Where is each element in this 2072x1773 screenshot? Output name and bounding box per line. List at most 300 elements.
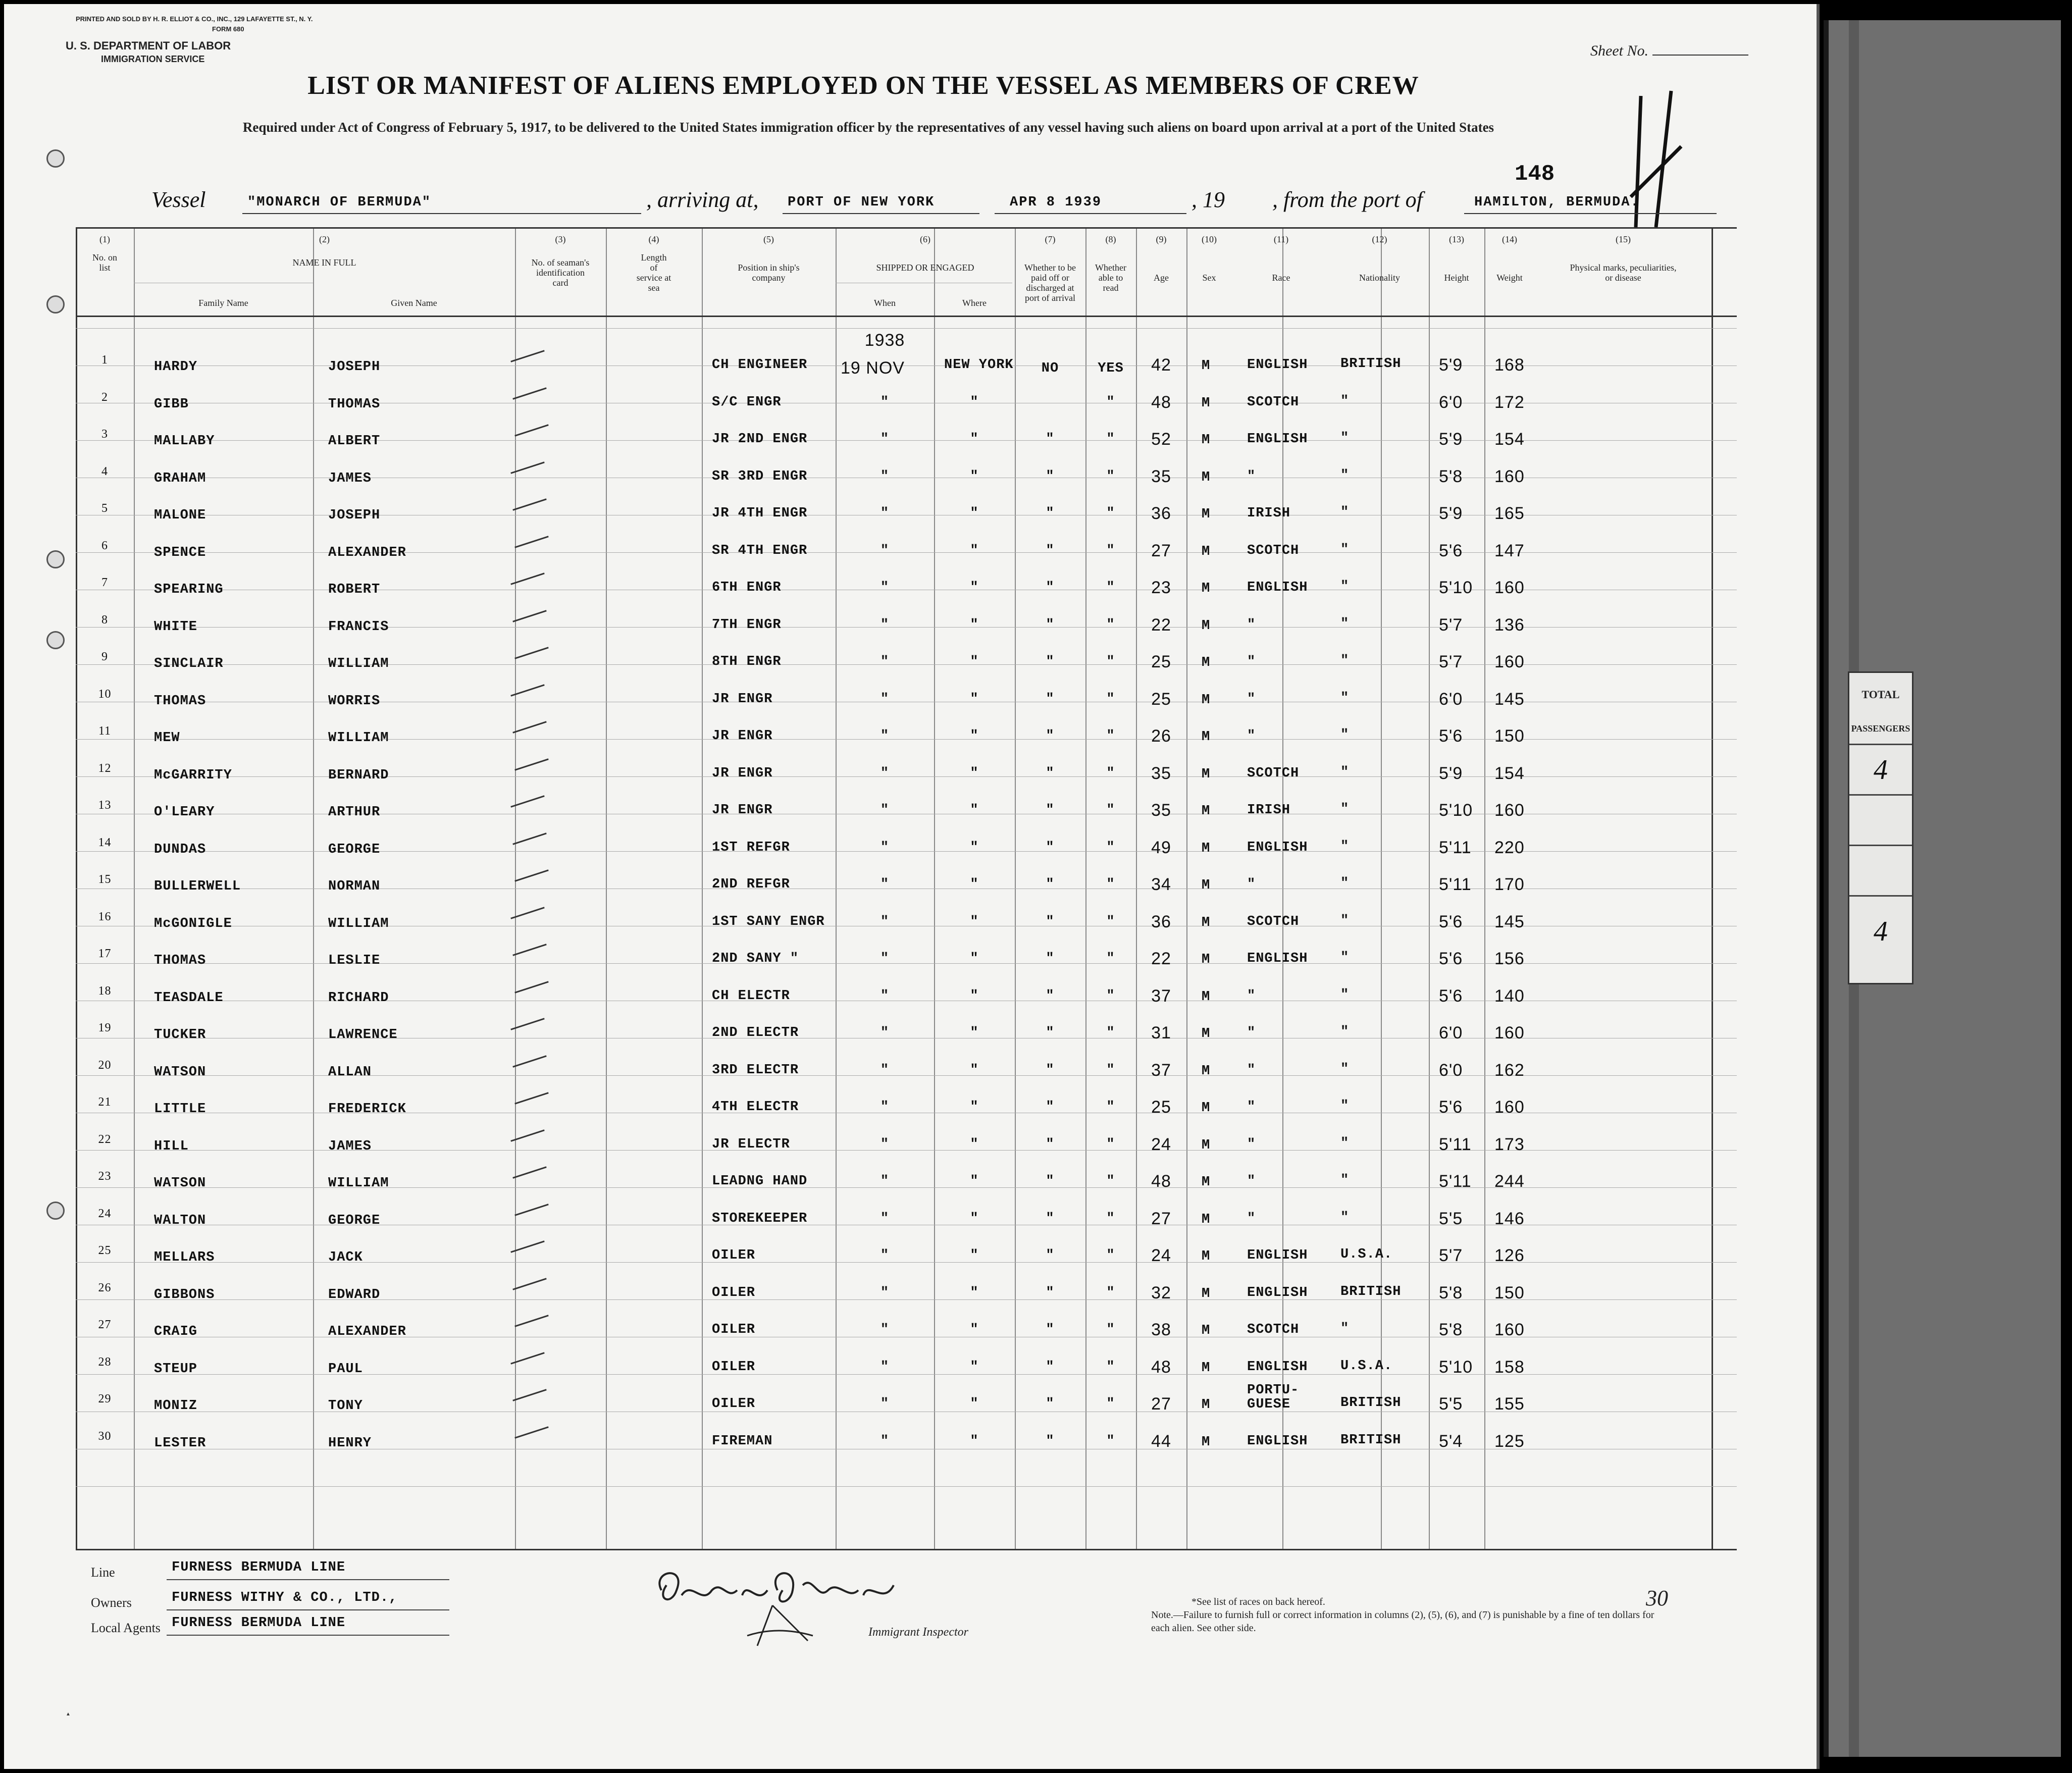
shipped-when: " bbox=[880, 469, 890, 484]
nationality: BRITISH bbox=[1340, 356, 1402, 372]
shipped-where: NEW YORK bbox=[944, 357, 1014, 373]
able-to-read: " bbox=[1106, 1322, 1115, 1337]
age: 27 bbox=[1151, 1394, 1171, 1414]
family-name: MEW bbox=[154, 731, 180, 746]
shipped-when: " bbox=[880, 1100, 890, 1115]
sex: M bbox=[1202, 952, 1211, 967]
row-number: 13 bbox=[98, 799, 112, 812]
height: 5'11 bbox=[1439, 875, 1472, 894]
race: ENGLISH bbox=[1247, 1434, 1308, 1449]
able-to-read: " bbox=[1106, 1248, 1115, 1263]
family-name: TUCKER bbox=[154, 1027, 206, 1042]
height: 5'10 bbox=[1439, 578, 1473, 597]
position: 1ST REFGR bbox=[712, 840, 790, 855]
nationality: " bbox=[1340, 802, 1350, 817]
card-tick-mark bbox=[512, 1166, 547, 1178]
paid-off: " bbox=[1046, 988, 1055, 1004]
position: 2ND REFGR bbox=[712, 877, 790, 892]
race: " bbox=[1247, 469, 1256, 484]
row-number: 29 bbox=[98, 1392, 112, 1405]
able-to-read: " bbox=[1106, 395, 1115, 410]
column-header-given: Given Name bbox=[391, 298, 437, 308]
column-header-height: Height bbox=[1444, 273, 1469, 283]
punch-hole bbox=[46, 295, 65, 314]
sex: M bbox=[1202, 507, 1211, 522]
agents-value: FURNESS BERMUDA LINE bbox=[172, 1615, 346, 1631]
given-name: ALEXANDER bbox=[328, 1324, 406, 1339]
column-number: (1) bbox=[99, 234, 110, 244]
column-number: (7) bbox=[1045, 234, 1056, 244]
row-number: 28 bbox=[98, 1355, 112, 1369]
age: 23 bbox=[1151, 578, 1171, 597]
paid-off: " bbox=[1046, 1322, 1055, 1337]
shipped-where: " bbox=[970, 432, 979, 447]
shipped-when: " bbox=[880, 617, 890, 633]
given-name: WILLIAM bbox=[328, 656, 389, 671]
family-name: BULLERWELL bbox=[154, 879, 241, 894]
card-tick-mark bbox=[514, 758, 549, 770]
column-number: (15) bbox=[1616, 234, 1631, 244]
race: ENGLISH bbox=[1247, 1360, 1308, 1375]
nationality: " bbox=[1340, 765, 1350, 780]
position: 2ND SANY " bbox=[712, 951, 799, 966]
card-tick-mark bbox=[512, 610, 547, 622]
position: 2ND ELECTR bbox=[712, 1025, 799, 1040]
position: OILER bbox=[712, 1360, 756, 1375]
card-tick-mark bbox=[514, 1092, 549, 1104]
row-number: 19 bbox=[98, 1021, 112, 1034]
shipped-where: " bbox=[970, 1434, 979, 1449]
paid-off: " bbox=[1046, 803, 1055, 818]
column-number: (6) bbox=[920, 234, 930, 244]
age: 24 bbox=[1151, 1246, 1171, 1265]
position: LEADNG HAND bbox=[712, 1174, 808, 1189]
race: SCOTCH bbox=[1247, 395, 1300, 410]
given-name: HENRY bbox=[328, 1436, 372, 1451]
shipped-where: " bbox=[970, 692, 979, 707]
given-name: WILLIAM bbox=[328, 916, 389, 931]
height: 5'7 bbox=[1439, 615, 1463, 635]
nationality: U.S.A. bbox=[1340, 1247, 1393, 1262]
card-tick-mark bbox=[512, 498, 547, 510]
weight: 145 bbox=[1494, 690, 1525, 709]
shipped-where: " bbox=[970, 1025, 979, 1040]
paid-off: " bbox=[1046, 1285, 1055, 1300]
row-number: 12 bbox=[98, 762, 112, 775]
race: " bbox=[1247, 877, 1256, 892]
sex: M bbox=[1202, 767, 1211, 782]
passenger-total-top: 4 bbox=[1874, 754, 1888, 786]
able-to-read: " bbox=[1106, 728, 1115, 744]
card-tick-mark bbox=[512, 1389, 547, 1401]
race: " bbox=[1247, 728, 1256, 744]
nationality: " bbox=[1340, 394, 1350, 409]
paid-off: " bbox=[1046, 877, 1055, 892]
shipped-when: " bbox=[880, 728, 890, 744]
sex: M bbox=[1202, 544, 1211, 559]
family-name: GRAHAM bbox=[154, 471, 206, 486]
column-number: (8) bbox=[1105, 234, 1116, 244]
position: CH ELECTR bbox=[712, 988, 790, 1004]
position: JR ENGR bbox=[712, 766, 773, 781]
sex: M bbox=[1202, 618, 1211, 634]
row-number: 9 bbox=[101, 650, 108, 663]
column-number: (9) bbox=[1156, 234, 1167, 244]
shipped-where: " bbox=[970, 1211, 979, 1226]
race: " bbox=[1247, 692, 1256, 707]
page-number-stamp: 148 bbox=[1515, 162, 1555, 187]
nationality: " bbox=[1340, 468, 1350, 483]
row-number: 30 bbox=[98, 1430, 112, 1443]
sex: M bbox=[1202, 581, 1211, 596]
able-to-read: " bbox=[1106, 1434, 1115, 1449]
races-note: *See list of races on back hereof. bbox=[1192, 1596, 1325, 1607]
given-name: ALEXANDER bbox=[328, 545, 406, 560]
shipped-when: " bbox=[880, 1211, 890, 1226]
shipped-when: " bbox=[880, 877, 890, 892]
nationality: " bbox=[1340, 1210, 1350, 1225]
family-name: O'LEARY bbox=[154, 805, 215, 820]
paid-off: " bbox=[1046, 580, 1055, 595]
row-number: 20 bbox=[98, 1059, 112, 1072]
row-number: 5 bbox=[101, 502, 108, 515]
shipped-where: " bbox=[970, 1396, 979, 1412]
shipped-when: " bbox=[880, 506, 890, 521]
position: 6TH ENGR bbox=[712, 580, 782, 595]
footer-notes bbox=[1151, 1595, 1656, 1635]
row-number: 11 bbox=[98, 724, 112, 738]
passenger-total-box bbox=[1848, 671, 1913, 984]
total-label: TOTAL bbox=[1861, 688, 1900, 701]
column-header-family: Family Name bbox=[198, 298, 248, 308]
position: 8TH ENGR bbox=[712, 654, 782, 669]
height: 5'11 bbox=[1439, 838, 1472, 857]
row-number: 1 bbox=[101, 353, 108, 367]
paid-off: " bbox=[1046, 506, 1055, 521]
family-name: GIBBONS bbox=[154, 1287, 215, 1302]
race: ENGLISH bbox=[1247, 1285, 1308, 1300]
given-name: THOMAS bbox=[328, 397, 381, 412]
column-header-paid: Whether to be paid off or discharged at port of arrival bbox=[1024, 263, 1076, 303]
column-number: (12) bbox=[1372, 234, 1387, 244]
age: 48 bbox=[1151, 1172, 1171, 1191]
footer-line bbox=[91, 1560, 444, 1580]
race: ENGLISH bbox=[1247, 580, 1308, 595]
position: OILER bbox=[712, 1248, 756, 1263]
department-block bbox=[66, 39, 231, 66]
row-number: 6 bbox=[101, 539, 108, 552]
shipped-where: " bbox=[970, 1360, 979, 1375]
height: 6'0 bbox=[1439, 393, 1463, 412]
able-to-read: " bbox=[1106, 543, 1115, 558]
nationality: BRITISH bbox=[1340, 1433, 1402, 1448]
height: 5'5 bbox=[1439, 1394, 1463, 1414]
height: 5'11 bbox=[1439, 1172, 1472, 1191]
column-number: (11) bbox=[1273, 234, 1289, 244]
line-label: Line bbox=[91, 1565, 115, 1580]
sex: M bbox=[1202, 1175, 1211, 1190]
sex: M bbox=[1202, 804, 1211, 819]
height: 6'0 bbox=[1439, 1061, 1463, 1080]
shipped-where: " bbox=[970, 1285, 979, 1300]
height: 5'11 bbox=[1439, 1135, 1472, 1154]
row-number: 17 bbox=[98, 947, 112, 960]
family-name: CRAIG bbox=[154, 1324, 198, 1339]
passengers-label: PASSENGERS bbox=[1851, 723, 1910, 734]
column-number: (14) bbox=[1502, 234, 1517, 244]
weight: 170 bbox=[1494, 875, 1525, 894]
family-name: TEASDALE bbox=[154, 990, 224, 1006]
age: 38 bbox=[1151, 1320, 1171, 1339]
race: IRISH bbox=[1247, 506, 1291, 521]
sex: M bbox=[1202, 1286, 1211, 1301]
sex: M bbox=[1202, 989, 1211, 1005]
given-name: JOSEPH bbox=[328, 359, 381, 375]
row-number: 8 bbox=[101, 613, 108, 627]
row-number: 18 bbox=[98, 984, 112, 998]
sex: M bbox=[1202, 1435, 1211, 1450]
race: " bbox=[1247, 1211, 1256, 1226]
sex: M bbox=[1202, 1026, 1211, 1041]
race: " bbox=[1247, 617, 1256, 633]
given-name: BERNARD bbox=[328, 768, 389, 783]
paid-off: " bbox=[1046, 692, 1055, 707]
weight: 172 bbox=[1494, 393, 1525, 412]
card-tick-mark bbox=[512, 832, 547, 845]
position: 1ST SANY ENGR bbox=[712, 914, 825, 929]
column-header-when: When bbox=[874, 298, 896, 308]
age: 48 bbox=[1151, 393, 1171, 412]
age: 35 bbox=[1151, 764, 1171, 783]
able-to-read: " bbox=[1106, 1285, 1115, 1300]
row-number: 15 bbox=[98, 873, 112, 886]
card-tick-mark bbox=[514, 424, 549, 436]
department-name: U. S. DEPARTMENT OF LABOR bbox=[66, 39, 231, 52]
shipped-where: " bbox=[970, 617, 979, 633]
vessel-line bbox=[151, 187, 1717, 217]
age: 48 bbox=[1151, 1358, 1171, 1377]
shipped-when: " bbox=[880, 692, 890, 707]
printer-line: PRINTED AND SOLD BY H. R. ELLIOT & CO., INC., 129 LAFAYETTE ST., N. Y. bbox=[76, 15, 313, 23]
owners-label: Owners bbox=[91, 1595, 132, 1610]
shipped-where: " bbox=[970, 1063, 979, 1078]
owners-value: FURNESS WITHY & CO., LTD., bbox=[172, 1590, 398, 1605]
row-number: 25 bbox=[98, 1244, 112, 1257]
column-header-sex: Sex bbox=[1202, 273, 1216, 283]
family-name: LITTLE bbox=[154, 1102, 206, 1117]
shipped-when: " bbox=[880, 803, 890, 818]
height: 5'9 bbox=[1439, 430, 1463, 449]
weight: 146 bbox=[1494, 1209, 1525, 1228]
nationality: " bbox=[1340, 1173, 1350, 1188]
given-name: ALLAN bbox=[328, 1065, 372, 1080]
age: 49 bbox=[1151, 838, 1171, 857]
family-name: WALTON bbox=[154, 1213, 206, 1228]
age: 24 bbox=[1151, 1135, 1171, 1154]
position: SR 3RD ENGR bbox=[712, 469, 808, 484]
able-to-read: " bbox=[1106, 1063, 1115, 1078]
paid-off: " bbox=[1046, 766, 1055, 781]
race: " bbox=[1247, 654, 1256, 669]
height: 6'0 bbox=[1439, 690, 1463, 709]
race: " bbox=[1247, 1174, 1256, 1189]
position: JR ELECTR bbox=[712, 1137, 790, 1152]
position: OILER bbox=[712, 1396, 756, 1412]
paid-off: NO bbox=[1041, 361, 1059, 376]
paid-off: " bbox=[1046, 1063, 1055, 1078]
weight: 154 bbox=[1494, 430, 1525, 449]
paid-off: " bbox=[1046, 617, 1055, 633]
able-to-read: " bbox=[1106, 469, 1115, 484]
position: OILER bbox=[712, 1285, 756, 1300]
nationality: " bbox=[1340, 987, 1350, 1003]
paid-off: " bbox=[1046, 1137, 1055, 1152]
height: 5'10 bbox=[1439, 801, 1473, 820]
given-name: GEORGE bbox=[328, 842, 381, 857]
given-name: WORRIS bbox=[328, 694, 381, 709]
shipped-when: " bbox=[880, 1396, 890, 1412]
given-name: JACK bbox=[328, 1250, 363, 1265]
weight: 156 bbox=[1494, 949, 1525, 968]
sex: M bbox=[1202, 1138, 1211, 1153]
weight: 168 bbox=[1494, 355, 1525, 375]
height: 6'0 bbox=[1439, 1023, 1463, 1042]
printer-mark: ▲ bbox=[66, 1711, 71, 1717]
weight: 150 bbox=[1494, 726, 1525, 746]
height: 5'8 bbox=[1439, 467, 1463, 486]
able-to-read: " bbox=[1106, 951, 1115, 966]
shipped-when: " bbox=[880, 395, 890, 410]
card-tick-mark bbox=[512, 1278, 547, 1290]
nationality: " bbox=[1340, 691, 1350, 706]
shipped-when: " bbox=[880, 1360, 890, 1375]
height: 5'6 bbox=[1439, 1098, 1463, 1117]
family-name: HARDY bbox=[154, 359, 198, 375]
document-title: LIST OR MANIFEST OF ALIENS EMPLOYED ON THE VESSEL AS MEMBERS OF CREW bbox=[307, 71, 1419, 100]
shipped-where: " bbox=[970, 1174, 979, 1189]
able-to-read: " bbox=[1106, 1137, 1115, 1152]
race: ENGLISH bbox=[1247, 357, 1308, 373]
family-name: MELLARS bbox=[154, 1250, 215, 1265]
nationality: " bbox=[1340, 950, 1350, 965]
row-number: 24 bbox=[98, 1207, 112, 1220]
weight: 160 bbox=[1494, 1023, 1525, 1042]
height: 5'7 bbox=[1439, 652, 1463, 671]
paid-off: " bbox=[1046, 1174, 1055, 1189]
given-name: ROBERT bbox=[328, 582, 381, 597]
shipped-when: " bbox=[880, 1137, 890, 1152]
nationality: " bbox=[1340, 1136, 1350, 1151]
card-tick-mark bbox=[512, 1055, 547, 1067]
age: 31 bbox=[1151, 1023, 1171, 1042]
race: SCOTCH bbox=[1247, 914, 1300, 929]
penalty-note: Note.—Failure to furnish full or correct information in columns (2), (5), (6), and (7) is punishable by a fine of ten dollars for each alien. See other side. bbox=[1151, 1609, 1654, 1634]
sex: M bbox=[1202, 396, 1211, 411]
age: 32 bbox=[1151, 1283, 1171, 1302]
sex: M bbox=[1202, 1212, 1211, 1227]
position: S/C ENGR bbox=[712, 395, 782, 410]
weight: 160 bbox=[1494, 578, 1525, 597]
age: 34 bbox=[1151, 875, 1171, 894]
shipped-when: " bbox=[880, 988, 890, 1004]
position: OILER bbox=[712, 1322, 756, 1337]
shipped-when: 19 NOV bbox=[841, 358, 905, 378]
footer-agents bbox=[91, 1615, 444, 1636]
shipped-when: " bbox=[880, 1174, 890, 1189]
able-to-read: " bbox=[1106, 766, 1115, 781]
given-name: TONY bbox=[328, 1398, 363, 1414]
paid-off: " bbox=[1046, 914, 1055, 929]
able-to-read: " bbox=[1106, 1360, 1115, 1375]
family-name: GIBB bbox=[154, 397, 189, 412]
shipped-where: " bbox=[970, 395, 979, 410]
nationality: " bbox=[1340, 1024, 1350, 1039]
shipped-where: " bbox=[970, 1248, 979, 1263]
given-name: PAUL bbox=[328, 1362, 363, 1377]
nationality: " bbox=[1340, 431, 1350, 446]
shipped-when: " bbox=[880, 1434, 890, 1449]
able-to-read: " bbox=[1106, 1025, 1115, 1040]
nationality: " bbox=[1340, 653, 1350, 668]
weight: 160 bbox=[1494, 1320, 1525, 1339]
row-number: 4 bbox=[101, 465, 108, 478]
row-number: 22 bbox=[98, 1133, 112, 1146]
weight: 220 bbox=[1494, 838, 1525, 857]
shipped-when: " bbox=[880, 1025, 890, 1040]
shipped-where: " bbox=[970, 766, 979, 781]
shipped-year: 1938 bbox=[864, 331, 905, 350]
height: 5'8 bbox=[1439, 1320, 1463, 1339]
weight: 155 bbox=[1494, 1394, 1525, 1414]
paid-off: " bbox=[1046, 1396, 1055, 1412]
height: 5'9 bbox=[1439, 764, 1463, 783]
shipped-where: " bbox=[970, 840, 979, 855]
year-label: , 19 bbox=[1192, 187, 1225, 212]
nationality: " bbox=[1340, 1062, 1350, 1077]
age: 27 bbox=[1151, 541, 1171, 560]
weight: 125 bbox=[1494, 1432, 1525, 1451]
age: 42 bbox=[1151, 355, 1171, 375]
race: ENGLISH bbox=[1247, 432, 1308, 447]
handwritten-total: 30 bbox=[1646, 1586, 1668, 1610]
family-name: THOMAS bbox=[154, 953, 206, 968]
position: SR 4TH ENGR bbox=[712, 543, 808, 558]
weight: 147 bbox=[1494, 541, 1525, 560]
height: 5'10 bbox=[1439, 1358, 1473, 1377]
position: 4TH ELECTR bbox=[712, 1100, 799, 1115]
given-name: NORMAN bbox=[328, 879, 381, 894]
race: " bbox=[1247, 1137, 1256, 1152]
nationality: " bbox=[1340, 505, 1350, 520]
sheet-number bbox=[1590, 42, 1748, 60]
shipped-where: " bbox=[970, 988, 979, 1004]
family-name: MONIZ bbox=[154, 1398, 198, 1414]
shipped-where: " bbox=[970, 1100, 979, 1115]
row-number: 14 bbox=[98, 836, 112, 849]
position: STOREKEEPER bbox=[712, 1211, 808, 1226]
form-number: FORM 680 bbox=[212, 25, 244, 33]
age: 27 bbox=[1151, 1209, 1171, 1228]
row-number: 26 bbox=[98, 1281, 112, 1294]
family-name: MALONE bbox=[154, 508, 206, 523]
column-number: (5) bbox=[763, 234, 774, 244]
family-name: HILL bbox=[154, 1139, 189, 1154]
given-name: ARTHUR bbox=[328, 805, 381, 820]
age: 26 bbox=[1151, 726, 1171, 746]
column-number: (2) bbox=[319, 234, 330, 244]
column-number: (3) bbox=[555, 234, 566, 244]
arriving-label: , arriving at, bbox=[646, 187, 759, 212]
